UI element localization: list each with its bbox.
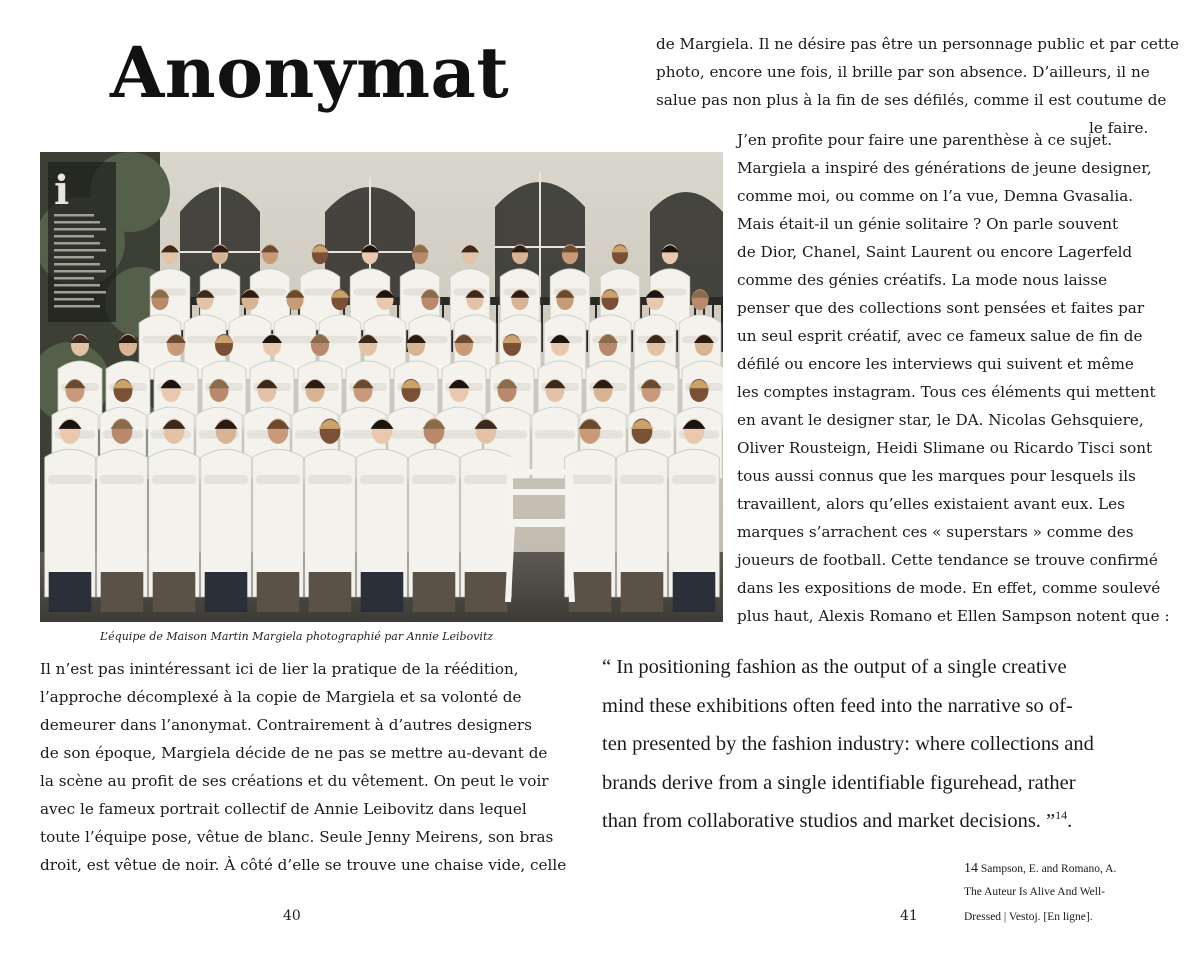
right-body-line: marques s’arrachent ces « superstars » comme des (737, 523, 1134, 541)
left-paragraph-line: Il n’est pas inintéressant ici de lier la pratique de la réédition, (40, 660, 519, 678)
right-body-line: plus haut, Alexis Romano et Ellen Sampson notent que : (737, 607, 1170, 625)
right-body-line: tous aussi connus que les marques pour lesquels ils (737, 467, 1136, 485)
quote-line (602, 696, 1073, 717)
right-body-line: dans les expositions de mode. En effet, comme soulevé (737, 579, 1161, 597)
quote-text: brands derive from a single identifiable figurehead, rather (602, 771, 1076, 794)
right-body-line: défilé ou encore les interviews qui suivent et même (737, 355, 1134, 373)
footnote-line-3: Dressed | Vestoj. [En ligne]. (964, 911, 1093, 923)
quote-end: . (1067, 810, 1073, 832)
photo-caption: L’équipe de Maison Martin Margiela photographié par Annie Leibovitz (100, 630, 494, 643)
right-body-line: J’en profite pour faire une parenthèse à ce sujet. (737, 131, 1113, 149)
quote-text: ten presented by the fashion industry: where collections and (602, 733, 1094, 755)
footnote-number: 14 (964, 861, 978, 876)
right-body-line: de Dior, Chanel, Saint Laurent ou encore Lagerfeld (737, 243, 1133, 261)
left-paragraph-line: avec le fameux portrait collectif de Annie Leibovitz dans lequel (40, 800, 527, 818)
right-body-line: joueurs de football. Cette tendance se trouve confirmé (737, 551, 1158, 569)
group-photo-image (40, 152, 723, 622)
page-title: Anonymat (110, 31, 510, 114)
right-body-line: un seul esprit créatif, avec ce fameux salue de fin de (737, 327, 1143, 345)
footnote-reference: 14 (1055, 808, 1068, 823)
right-body-line: comme moi, ou comme on l’a vue, Demna Gvasalia. (737, 187, 1134, 205)
right-top-line: de Margiela. Il ne désire pas être un personnage public et par cette (656, 35, 1180, 53)
right-body-line: Oliver Rousteign, Heidi Slimane ou Ricardo Tisci sont (737, 439, 1153, 457)
quote-line (602, 657, 1067, 678)
footnote-text: Sampson, E. and Romano, A. (980, 863, 1117, 875)
inset-letter: i (54, 167, 70, 214)
right-body-line: les comptes instagram. Tous ces éléments qui mettent (737, 383, 1156, 401)
footnote-line-1 (964, 862, 1116, 876)
left-paragraph-line: de son époque, Margiela décide de ne pas se mettre au-devant de (40, 744, 548, 762)
left-paragraph-line: l’approche décomplexé à la copie de Margiela et sa volonté de (40, 688, 522, 706)
right-body-line: travaillent, alors qu’elles existaient avant eux. Les (737, 495, 1125, 513)
footnote-line-2: The Auteur Is Alive And Well- (964, 886, 1105, 898)
right-body-line: Mais était-il un génie solitaire ? On parle souvent (737, 215, 1119, 233)
quote-text: than from collaborative studios and market decisions. ” (602, 810, 1056, 832)
quote-line (602, 773, 1076, 794)
left-paragraph-line: demeurer dans l’anonymat. Contrairement à d’autres designers (40, 716, 532, 734)
quote-text: mind these exhibitions often feed into the narrative so of- (602, 694, 1073, 717)
quote-line (602, 734, 1094, 755)
left-paragraph-line: toute l’équipe pose, vêtue de blanc. Seule Jenny Meirens, son bras (40, 828, 554, 846)
right-top-line: salue pas non plus à la fin de ses défilés, comme il est coutume de (656, 91, 1167, 109)
quote-line (602, 808, 1073, 832)
right-body-line: Margiela a inspiré des générations de jeune designer, (737, 159, 1152, 177)
right-body-line: en avant le designer star, le DA. Nicolas Gehsquiere, (737, 411, 1144, 429)
right-body-line: penser que des collections sont pensées et faites par (737, 299, 1145, 317)
right-top-tail: le faire. (1089, 119, 1149, 137)
page-number-right: 41 (900, 908, 918, 924)
right-top-line: photo, encore une fois, il brille par son absence. D’ailleurs, il ne (656, 63, 1150, 81)
left-paragraph-line: la scène au profit de ses créations et du vêtement. On peut le voir (40, 772, 549, 790)
page-number-left: 40 (283, 908, 301, 924)
quote-text: “ In positioning fashion as the output of a single creative (602, 656, 1067, 678)
left-paragraph-line: droit, est vêtue de noir. À côté d’elle se trouve une chaise vide, celle (40, 856, 567, 874)
right-body-line: comme des génies créatifs. La mode nous laisse (737, 271, 1108, 289)
